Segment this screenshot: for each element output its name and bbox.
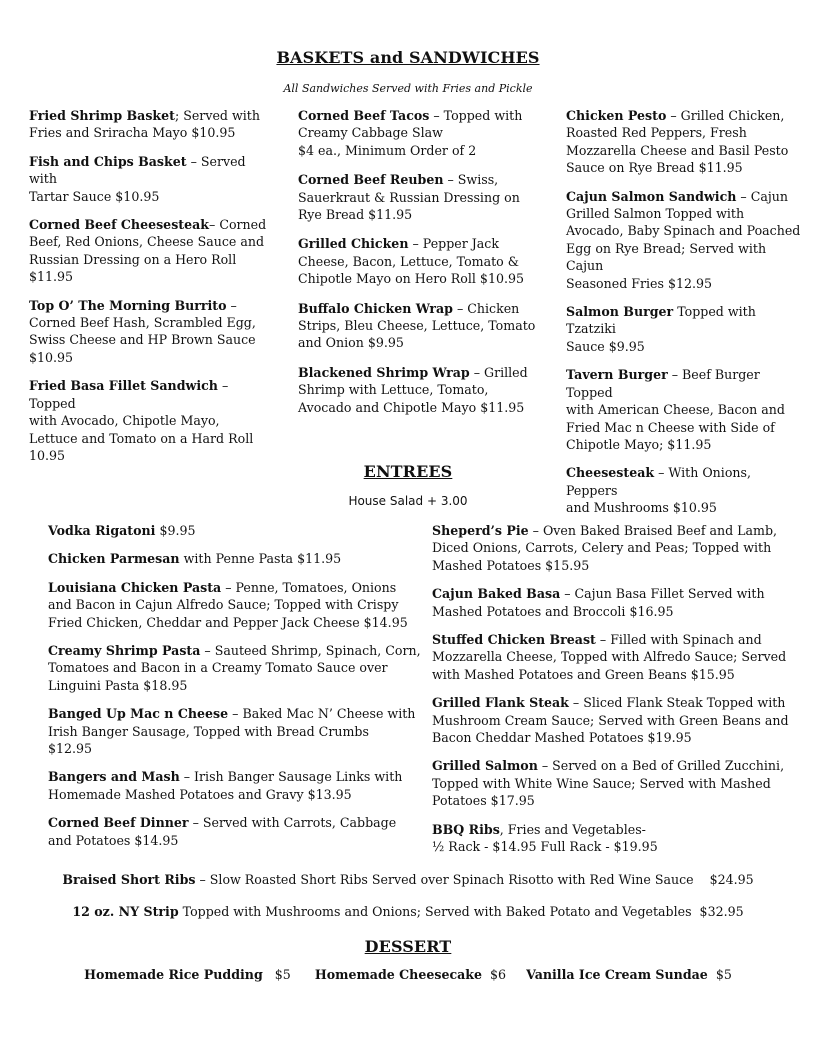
- item-name: Top O’ The Morning Burrito: [29, 297, 227, 313]
- menu-item: [298, 300, 543, 352]
- item-desc: – Corned Beef Hash, Scrambled Egg, Swiss Cheese and HP Brown Sauce $10.95: [29, 297, 256, 365]
- item-desc: $9.95: [155, 523, 196, 538]
- item-name: Corned Beef Reuben: [298, 172, 444, 188]
- item-name: Braised Short Ribs: [62, 872, 196, 887]
- item-name: Fried Basa Fillet Sandwich: [29, 378, 218, 394]
- item-name: Louisiana Chicken Pasta: [48, 579, 222, 595]
- item-desc: – Beef Burger Topped with American Cheese, Bacon and Fried Mac n Cheese with Side of Chipotle Mayo; $11.95: [566, 367, 785, 452]
- menu-item: [29, 377, 274, 464]
- dessert-items: [0, 966, 816, 983]
- menu-item: [48, 768, 423, 803]
- item-price: $5: [262, 967, 315, 982]
- menu-item: [29, 107, 274, 142]
- menu-item: [432, 631, 807, 683]
- item-name: Tavern Burger: [566, 367, 668, 383]
- menu-item: [298, 171, 543, 223]
- menu-item: [432, 585, 807, 620]
- item-price: $5: [707, 967, 732, 982]
- item-desc: – Oven Baked Braised Beef and Lamb, Diced Onions, Carrots, Celery and Peas; Topped with Mashed Potatoes $15.95: [432, 523, 778, 573]
- item-name: Bangers and Mash: [48, 769, 180, 785]
- entrees-column-1: [48, 522, 423, 849]
- menu-item-ny-strip: [0, 903, 816, 920]
- item-name: Blackened Shrimp Wrap: [298, 364, 470, 380]
- menu-item-short-ribs: [0, 871, 816, 888]
- item-desc: – Cajun Basa Fillet Served with Mashed Potatoes and Broccoli $16.95: [432, 586, 765, 619]
- item-name: Banged Up Mac n Cheese: [48, 706, 229, 722]
- item-name: Corned Beef Dinner: [48, 815, 189, 831]
- item-name: Grilled Chicken: [298, 236, 409, 252]
- menu-item: [48, 579, 423, 631]
- menu-item: [566, 188, 801, 292]
- menu-item: [432, 821, 807, 856]
- item-name: Vodka Rigatoni: [48, 523, 156, 538]
- menu-item: [29, 297, 274, 367]
- item-name: Homemade Rice Pudding: [84, 967, 263, 982]
- menu-item: [566, 107, 801, 177]
- menu-item: [48, 522, 423, 539]
- item-name: Fish and Chips Basket: [29, 153, 187, 169]
- item-name: 12 oz. NY Strip: [72, 904, 179, 919]
- item-name: Salmon Burger: [566, 304, 674, 320]
- item-desc: – Irish Banger Sausage Links with Homemade Mashed Potatoes and Gravy $13.95: [48, 769, 403, 802]
- item-price: $6: [482, 967, 527, 982]
- item-desc: ; Served with Fries and Sriracha Mayo $10.95: [29, 108, 260, 141]
- menu-item: [432, 757, 807, 809]
- menu-item: [566, 303, 801, 355]
- item-name: Corned Beef Tacos: [298, 108, 430, 123]
- menu-item: [29, 153, 274, 205]
- item-name: Sheperd’s Pie: [432, 523, 529, 538]
- menu-item: [298, 364, 543, 416]
- item-desc: – With Onions, Peppers and Mushrooms $10.95: [566, 465, 751, 516]
- item-desc: Topped with Tzatziki Sauce $9.95: [566, 304, 756, 354]
- baskets-title: BASKETS and SANDWICHES: [276, 48, 540, 67]
- item-name: Homemade Cheesecake: [314, 967, 483, 982]
- item-desc: , Fries and Vegetables- ½ Rack - $14.95 Full Rack - $19.95: [432, 821, 658, 855]
- menu-item: [48, 550, 423, 567]
- item-desc: – Swiss, Sauerkraut & Russian Dressing on Rye Bread $11.95: [298, 172, 520, 223]
- item-name: Buffalo Chicken Wrap: [298, 300, 453, 316]
- item-desc: – Grilled Shrimp with Lettuce, Tomato, Avocado and Chipotle Mayo $11.95: [298, 364, 528, 415]
- item-name: Cajun Baked Basa: [432, 586, 561, 602]
- menu-item: [48, 642, 423, 694]
- item-name: Chicken Pesto: [566, 108, 667, 123]
- item-desc: with Penne Pasta $11.95: [179, 551, 342, 567]
- baskets-note: All Sandwiches Served with Fries and Pickle: [283, 82, 533, 95]
- entrees-title: ENTREES: [363, 462, 453, 481]
- item-name: Grilled Flank Steak: [432, 695, 569, 711]
- item-desc: – Topped with Creamy Cabbage Slaw $4 ea., Minimum Order of 2: [298, 108, 523, 158]
- item-desc: Topped with Mushrooms and Onions; Served with Baked Potato and Vegetables $32.95: [178, 904, 744, 919]
- menu-item: [48, 705, 423, 757]
- item-name: Creamy Shrimp Pasta: [48, 643, 201, 659]
- menu-item: [29, 216, 274, 286]
- menu-item: [432, 522, 807, 574]
- menu-item: [298, 235, 543, 287]
- baskets-column-3: [566, 107, 801, 517]
- item-desc: – Pepper Jack Cheese, Bacon, Lettuce, Tomato & Chipotle Mayo on Hero Roll $10.95: [298, 236, 524, 287]
- item-desc: – Served with Tartar Sauce $10.95: [29, 153, 246, 204]
- item-name: Fried Shrimp Basket: [29, 108, 175, 123]
- item-name: BBQ Ribs: [432, 821, 500, 837]
- item-desc: – Served with Carrots, Cabbage and Potatoes $14.95: [48, 815, 397, 848]
- item-name: Cheesesteak: [566, 465, 655, 481]
- item-desc: – Filled with Spinach and Mozzarella Cheese, Topped with Alfredo Sauce; Served with Mashed Potatoes and Green Beans $15.95: [432, 632, 787, 682]
- menu-item: [566, 366, 801, 453]
- item-name: Corned Beef Cheesesteak: [29, 217, 210, 233]
- item-desc: – Grilled Chicken, Roasted Red Peppers, Fresh Mozzarella Cheese and Basil Pesto Sauce on Rye Bread $11.95: [566, 108, 789, 176]
- item-desc: – Penne, Tomatoes, Onions and Bacon in Cajun Alfredo Sauce; Topped with Crispy Fried Chicken, Cheddar and Pepper Jack Cheese $14.95: [48, 579, 408, 630]
- menu-item: [432, 694, 807, 746]
- item-desc: – Baked Mac N’ Cheese with Irish Banger Sausage, Topped with Bread Crumbs $12.95: [48, 706, 416, 757]
- baskets-column-1: [29, 107, 274, 464]
- item-desc: – Topped with Avocado, Chipotle Mayo, Lettuce and Tomato on a Hard Roll 10.95: [29, 378, 254, 463]
- item-desc: – Cajun Grilled Salmon Topped with Avocado, Baby Spinach and Poached Egg on Rye Bread; Served with Cajun Seasoned Fries $12.95: [566, 188, 801, 291]
- item-desc: – Sliced Flank Steak Topped with Mushroom Cream Sauce; Served with Green Beans and Bacon Cheddar Mashed Potatoes $19.95: [432, 695, 789, 746]
- item-desc: – Served on a Bed of Grilled Zucchini, Topped with White Wine Sauce; Served with Mashed Potatoes $17.95: [432, 758, 785, 809]
- item-name: Stuffed Chicken Breast: [432, 632, 596, 648]
- entrees-note: House Salad + 3.00: [348, 494, 468, 508]
- item-name: Chicken Parmesan: [48, 551, 180, 567]
- item-name: Grilled Salmon: [432, 758, 538, 774]
- item-desc: – Sauteed Shrimp, Spinach, Corn, Tomatoes and Bacon in a Creamy Tomato Sauce over Linguini Pasta $18.95: [48, 643, 421, 693]
- item-name: Vanilla Ice Cream Sundae: [526, 967, 708, 982]
- baskets-column-2: [298, 107, 543, 416]
- item-name: Cajun Salmon Sandwich: [566, 188, 737, 204]
- entrees-column-2: [432, 522, 807, 856]
- item-desc: – Chicken Strips, Bleu Cheese, Lettuce, Tomato and Onion $9.95: [298, 300, 536, 351]
- dessert-title: DESSERT: [364, 937, 452, 956]
- item-desc: – Slow Roasted Short Ribs Served over Spinach Risotto with Red Wine Sauce $24.95: [195, 872, 754, 887]
- menu-item: [298, 107, 543, 159]
- menu-item: [48, 814, 423, 849]
- item-desc: – Corned Beef, Red Onions, Cheese Sauce and Russian Dressing on a Hero Roll $11.95: [29, 217, 267, 285]
